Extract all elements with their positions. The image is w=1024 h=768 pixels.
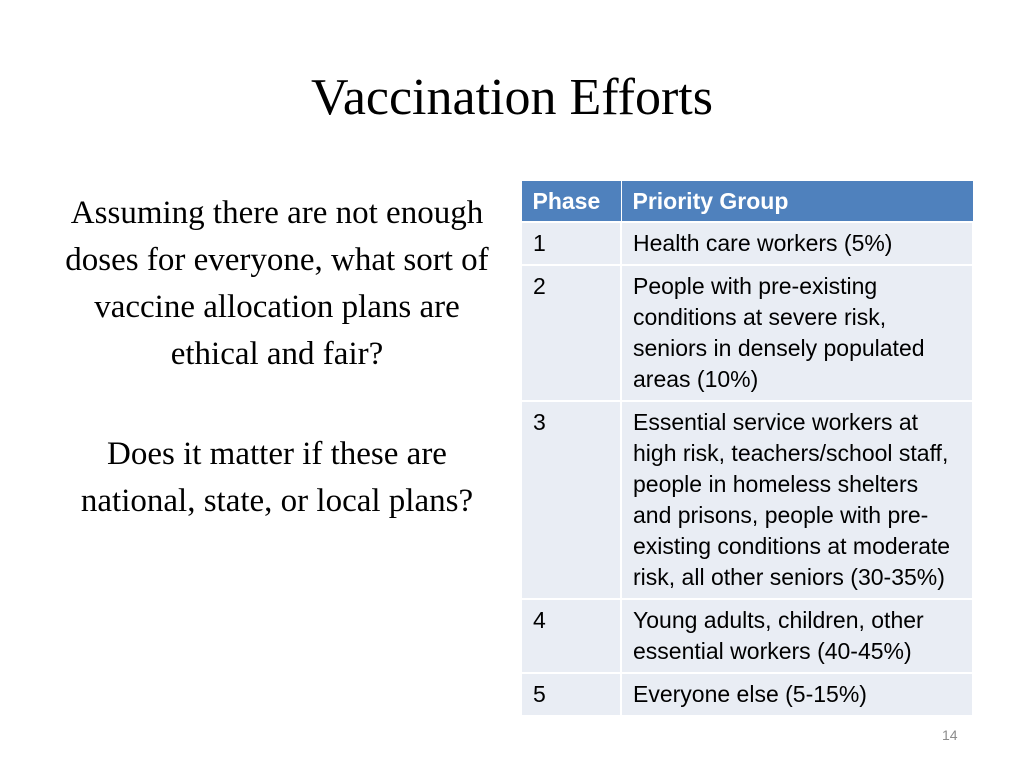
table-row	[521, 599, 973, 673]
table-row	[521, 401, 973, 599]
question-jurisdiction: Does it matter if these are national, state, or local plans?	[80, 436, 474, 519]
priority-group-cell: Everyone else (5-15%)	[621, 673, 973, 716]
phase-cell: 2	[521, 265, 621, 401]
phase-cell: 1	[521, 222, 621, 265]
priority-group-cell: Young adults, children, other essential workers (40-45%)	[621, 599, 973, 673]
header-priority-group: Priority Group	[621, 181, 973, 223]
table-header-row	[521, 181, 973, 223]
priority-table	[520, 180, 974, 717]
priority-group-cell: Essential service workers at high risk, teachers/school staff, people in homeless shelters and prisons, people with pre-existing conditions at moderate risk, all other seniors (30-35%)	[621, 401, 973, 599]
priority-group-cell: Health care workers (5%)	[621, 222, 973, 265]
slide-page-number: 14	[942, 727, 958, 743]
question-allocation: Assuming there are not enough doses for everyone, what sort of vaccine allocation plans are ethical and fair?	[65, 195, 489, 372]
priority-group-cell: People with pre-existing conditions at severe risk, seniors in densely populated areas (10%)	[621, 265, 973, 401]
table-row	[521, 222, 973, 265]
discussion-text	[62, 190, 492, 525]
table-row	[521, 673, 973, 716]
header-phase: Phase	[521, 181, 621, 223]
phase-cell: 5	[521, 673, 621, 716]
phase-cell: 4	[521, 599, 621, 673]
table-row	[521, 265, 973, 401]
slide-title: Vaccination Efforts	[311, 69, 713, 126]
phase-cell: 3	[521, 401, 621, 599]
